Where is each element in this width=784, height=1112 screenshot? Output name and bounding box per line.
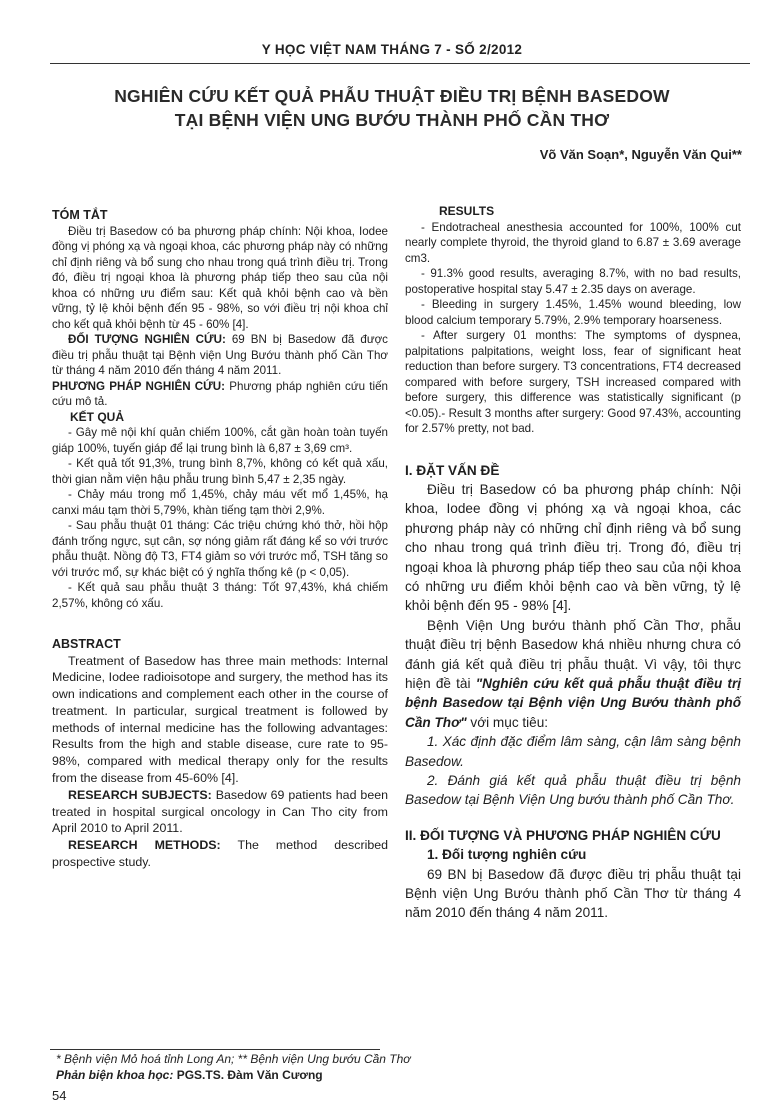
abstract-subjects	[52, 787, 388, 837]
abstract-heading: ABSTRACT	[52, 637, 121, 651]
abstract-result-item: - 91.3% good results, averaging 8.7%, with no bad results, postoperative hospital stay 5.47 ± 2.35 days on average.	[405, 267, 741, 296]
article-title	[0, 84, 784, 132]
reviewer-label: Phản biện khoa học:	[56, 1068, 174, 1082]
summary-subjects-label: ĐỐI TƯỢNG NGHIÊN CỨU:	[68, 333, 226, 346]
section-1-para-2	[405, 616, 741, 732]
abstract-subjects-label: RESEARCH SUBJECTS:	[68, 787, 212, 802]
summary-methods-text: Phương pháp nghiên cứu tiến cứu mô tả.	[52, 379, 388, 408]
reviewer-name: PGS.TS. Đàm Văn Cương	[176, 1068, 323, 1082]
abstract-methods-text: The method described prospective study.	[52, 838, 389, 870]
section-2-para: 69 BN bị Basedow đã được điều trị phẫu thuật tại Bệnh viện Ung Bướu thành phố Cần Thơ từ tháng 4 năm 2010 đến tháng 4 năm 2011.	[405, 866, 741, 921]
running-header: Y HỌC VIỆT NAM THÁNG 7 - SỐ 2/2012	[261, 42, 523, 57]
article-authors: Võ Văn Soạn*, Nguyễn Văn Qui**	[539, 147, 742, 162]
section-1-heading: I. ĐẶT VẤN ĐỀ	[405, 462, 500, 478]
summary-heading: TÓM TẮT	[52, 208, 108, 222]
left-column	[52, 208, 388, 871]
section-1-para-2-pre: Bệnh Viện Ung bướu thành phố Cần Thơ, phẫu thuật điều trị bệnh Basedow khá nhiều nhưng chưa có đánh giá kết quả điều trị phẫu thuật. Vì vậy, tôi thực hiện đề tài	[405, 617, 741, 691]
objective-item: 1. Xác định đặc điểm lâm sàng, cận lâm sàng bệnh Basedow.	[405, 734, 741, 769]
summary-methods-label: PHƯƠNG PHÁP NGHIÊN CỨU:	[52, 379, 226, 393]
summary-methods	[52, 379, 388, 410]
article-title-line-2: TẠI BỆNH VIỆN UNG BƯỚU THÀNH PHỐ CẦN THƠ	[174, 110, 610, 130]
summary-results-heading: KẾT QUẢ	[70, 409, 124, 424]
section-1-para-2-post: với mục tiêu:	[470, 714, 549, 730]
abstract-methods	[52, 837, 388, 871]
summary-intro: Điều trị Basedow có ba phương pháp chính: Nội khoa, Iodee đồng vị phóng xạ và ngoại khoa, các phương pháp này có những chỉ định riêng và bổ sung cho nhau trong quá trình điều trị. Trong đó, điều trị ngoại khoa là phương pháp tiếp theo sau của nội khoa có những ưu điểm sau: Kết quả khỏi bệnh cao và bền vững, tỷ lệ khỏi bệnh đến 95 - 98%, so với điều trị nội khoa chỉ cho kết quả khỏi bệnh từ 45 - 60% [4].	[52, 224, 388, 331]
footnote-rule	[50, 1049, 380, 1050]
summary-subjects-text: 69 BN bị Basedow đã được điều trị phẫu thuật tại Bệnh viện Ung Bướu thành phố Cần Thơ từ tháng 4 năm 2010 đến tháng 4 năm 2011.	[52, 333, 388, 377]
page-number: 54	[52, 1088, 67, 1103]
summary-result-item: - Sau phẫu thuật 01 tháng: Các triệu chứng khó thở, hồi hộp đánh trống ngực, sụt cân, sợ nóng giảm rất đáng kể so với trước phẫu thuật. Nồng độ T3, FT4 giảm so với trước mổ, TSH tăng so với trước mổ, sự khác biệt có ý nghĩa thống kê (p < 0,05).	[52, 519, 388, 579]
section-2-heading: II. ĐỐI TƯỢNG VÀ PHƯƠNG PHÁP NGHIÊN CỨU	[405, 827, 721, 843]
summary-result-item: - Kết quả sau phẫu thuật 3 tháng: Tốt 97,43%, khá chiếm 2,57%, không có xấu.	[52, 581, 388, 610]
summary-result-item: - Chảy máu trong mổ 1,45%, chảy máu vết mổ 1,45%, hạ canxi máu tạm thời 5,79%, khàn tiếng tạm thời 2,9%.	[52, 488, 388, 517]
abstract-methods-label: RESEARCH METHODS:	[68, 838, 221, 853]
section-1-para-1: Điều trị Basedow có ba phương pháp chính: Nội khoa, Iodee đồng vị phóng xạ và ngoại khoa, các phương pháp này có những chỉ định riêng và bổ sung cho nhau trong quá trình điều trị. Trong đó, điều trị ngoại khoa là phương pháp tiếp theo sau của nội khoa có những ưu điểm khỏi bệnh cao và bền vững, tỷ lệ khỏi bệnh đến 95 - 98% [4].	[405, 481, 741, 614]
summary-result-item: - Kết quả tốt 91,3%, trung bình 8,7%, không có kết quả xấu, thời gian nằm viện hậu phẫu trung bình 5,47 ± 2,35 ngày.	[52, 457, 388, 486]
summary-result-item: - Gây mê nội khí quản chiếm 100%, cắt gần hoàn toàn tuyến giáp 100%, tuyến giáp để lại trung bình là 6,87 ± 3,69 cm³.	[52, 426, 388, 455]
article-title-line-1: NGHIÊN CỨU KẾT QUẢ PHẪU THUẬT ĐIỀU TRỊ BỆNH BASEDOW	[114, 86, 670, 106]
summary-subjects	[52, 332, 388, 379]
section-2-subheading: 1. Đối tượng nghiên cứu	[427, 847, 587, 863]
abstract-result-item: - Endotracheal anesthesia accounted for 100%, 100% cut nearly complete thyroid, the thyroid gland to 6.87 ± 3.69 average cm3.	[405, 220, 741, 265]
header-rule	[50, 63, 750, 64]
section-1-study-title: "Nghiên cứu kết quả phẫu thuật điều trị bệnh Basedow tại Bệnh viện Ung Bướu thành phố Cần Thơ"	[405, 675, 742, 730]
reviewer-footnote	[56, 1068, 323, 1082]
abstract-result-item: - Bleeding in surgery 1.45%, 1.45% wound bleeding, low blood calcium temporary 5.79%, 2.9% temporary hoarseness.	[405, 298, 741, 327]
section-1	[405, 461, 741, 923]
abstract-results-heading: RESULTS	[439, 204, 495, 218]
right-column	[405, 204, 741, 923]
objective-item: 2. Đánh giá kết quả phẫu thuật điều trị bệnh Basedow tại Bệnh Viện Ung bướu thành phố Cần Thơ.	[405, 773, 741, 808]
abstract-intro: Treatment of Basedow has three main methods: Internal Medicine, Iodee radioisotope and surgery, the method has its own indications and complement each other in the course of treatment. In particular, surgical treatment is followed by methods of internal medicine has the following advantages: Results from the high and stable disease, cure rate to 95-98%, compared with medical therapy only for the results from the disease from 45-60% [4].	[52, 653, 388, 786]
abstract-subjects-text: Basedow 69 patients had been treated in hospital surgical oncology in Can Tho city from April 2010 to April 2011.	[52, 787, 388, 836]
abstract-result-item: - After surgery 01 months: The symptoms of dyspnea, palpitations palpitations, weight loss, fear of significant heat reduction than before surgery. T3 concentrations, FT4 decreased compared with before surgery, TSH increased compared with before surgery, this difference was statistically significant (p <0.05).- Result 3 months after surgery: Good 97.43%, accounting for 2.57% pretty, not bad.	[405, 329, 741, 435]
affiliations-footnote: * Bệnh viện Mỏ hoá tỉnh Long An; ** Bệnh viện Ung bướu Cần Thơ	[56, 1052, 411, 1066]
